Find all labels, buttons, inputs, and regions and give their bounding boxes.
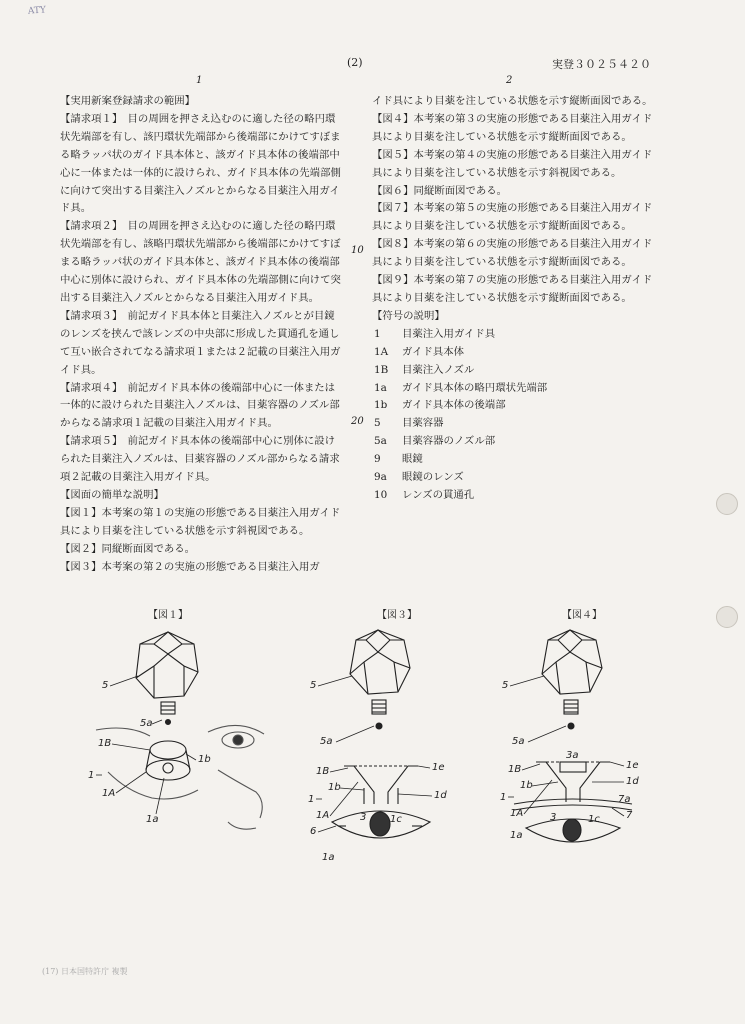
symbol-row: 1B 目薬注入ノズル [374, 363, 475, 376]
right-column-number: 2 [506, 75, 513, 86]
fig8-description: 【図８】本考案の第６の実施の形態である目薬注入用ガイド具により目薬を注している状態を示す縦断面図である。 [372, 238, 653, 269]
fig1-label-1b: 1b [198, 754, 211, 765]
symbol-row: 1 目薬注入用ガイド具 [374, 327, 496, 340]
fig3-label-3: 3 [360, 812, 367, 823]
symbol-row: 1b ガイド具本体の後端部 [374, 399, 506, 412]
claim-5: 【請求項５】 前記ガイド具本体の後端部中心に別体に設けられた目薬注入ノズルは、目薬容器のノズル部からなる請求項２記載の目薬注入用ガイド具。 [60, 435, 340, 484]
fig4-label-5a: 5a [512, 736, 525, 747]
eyedrop-bottle-icon [542, 630, 602, 694]
fig3-label-1B: 1B [316, 766, 330, 777]
eyedrop-bottle-icon [136, 632, 198, 698]
claim-4: 【請求項４】 前記ガイド具本体の後端部中心に一体または一体的に設けられた目薬注入ノズルは、目薬容器のノズル部からなる請求項１記載の目薬注入用ガイド具。 [60, 381, 340, 430]
fig4-label-1e: 1e [626, 760, 639, 771]
fig3-drawing [308, 622, 468, 872]
fig3-label-1: 1 [308, 794, 315, 805]
document-number: 実登３０２５４２０ [552, 58, 651, 71]
eyeball-section-icon [332, 811, 430, 838]
page-number: (2) [347, 56, 363, 69]
fig1-label-5a: 5a [140, 718, 153, 729]
fig1-label-5: 5 [102, 680, 109, 691]
punch-hole-lower [716, 606, 738, 628]
line-marker-20: 20 [351, 416, 364, 427]
fig9-description: 【図９】本考案の第７の実施の形態である目薬注入用ガイド具により目薬を注している状態を示す縦断面図である。 [372, 274, 653, 304]
nozzle-icon [161, 702, 175, 725]
symbol-row: 5 目薬容器 [374, 417, 444, 430]
fig1-description: 【図１】本考案の第１の実施の形態である目薬注入用ガイド具により目薬を注している状態を示す斜視図である。 [60, 506, 341, 537]
claim-1: 【請求項１】 目の周囲を押さえ込むのに適した径の略円環状先端部を有し、該円環状先端部から後端部にかけてすぼまる略ラッパ状のガイド具本体と、該ガイド具本体の後端部中心に一体または一体的に設けられ、ガイド具本体の先端部側に向けて突出する目薬注入ノズルとからなる目薬注入用ガイド具。 [60, 112, 341, 215]
fig4-label-5: 5 [502, 680, 509, 691]
scan-handwritten-mark: ATY [27, 5, 47, 17]
symbol-row: 1a ガイド具本体の略円環状先端部 [374, 381, 548, 394]
symbol-row: 9 眼鏡 [374, 453, 423, 466]
left-column-number: 1 [196, 75, 203, 86]
fig4-drawing [500, 622, 660, 872]
fig7-description: 【図７】本考案の第５の実施の形態である目薬注入用ガイド具により目薬を注している状態を示す縦断面図である。 [372, 202, 653, 233]
fig3-label-1c: 1c [390, 814, 402, 825]
line-marker-10: 10 [351, 245, 364, 256]
footer-faint-text: (17) 日本国特許庁 複製 [42, 967, 128, 976]
claims-heading: 【実用新案登録請求の範囲】 [60, 95, 196, 107]
fig4-label-1c: 1c [588, 814, 600, 825]
fig3-label-1b: 1b [328, 782, 341, 793]
fig4-label-1: 1 [500, 792, 507, 803]
fig1-label-1a: 1a [146, 814, 159, 825]
fig3-label-5a: 5a [320, 736, 333, 747]
fig4-description: 【図４】本考案の第３の実施の形態である目薬注入用ガイド具により目薬を注している状態を示す縦断面図である。 [372, 112, 653, 143]
fig4-label: 【図４】 [562, 610, 602, 621]
symbol-row: 10 レンズの貫通孔 [374, 488, 475, 501]
fig4-label-7: 7 [626, 810, 633, 821]
fig3-label: 【図３】 [377, 610, 417, 621]
eyeball-section-icon [526, 819, 620, 842]
fig4-label-3: 3 [550, 812, 557, 823]
fig4-label-1A: 1A [510, 808, 524, 819]
symbol-row: 5a 目薬容器のノズル部 [374, 435, 496, 448]
nozzle-icon [564, 700, 578, 729]
fig3-label-1e: 1e [432, 762, 445, 773]
fig3-label-1a: 1a [322, 852, 335, 863]
fig3-label-6: 6 [310, 826, 317, 837]
fig4-label-1b: 1b [520, 780, 533, 791]
claim-3: 【請求項３】 前記ガイド具本体と目薬注入ノズルとが目鏡のレンズを挟んで該レンズの中央部に形成した貫通孔を通して互い嵌合されてなる請求項１または２記載の目薬注入用ガイド具。 [60, 309, 341, 376]
left-column [60, 93, 342, 576]
eyedrop-bottle-icon [350, 630, 410, 694]
fig1-drawing [88, 622, 298, 862]
fig4-label-1a: 1a [510, 830, 523, 841]
fig4-label-1d: 1d [626, 776, 639, 787]
fig3-description: 【図３】本考案の第２の実施の形態である目薬注入用ガ [60, 560, 320, 573]
fig1-label: 【図１】 [148, 610, 188, 621]
fig1-label-1A: 1A [102, 788, 116, 799]
symbol-list [372, 326, 656, 505]
symbol-row: 9a 眼鏡のレンズ [374, 471, 464, 484]
fig1-label-1: 1 [88, 770, 95, 781]
fig3-description-cont: イド具により目薬を注している状態を示す縦断面図である。 [372, 95, 653, 107]
drawings-heading: 【図面の簡単な説明】 [60, 488, 164, 501]
fig3-label-1A: 1A [316, 810, 330, 821]
face-outline [96, 725, 264, 829]
fig4-label-3a: 3a [566, 750, 579, 761]
fig6-description: 【図６】同縦断面図である。 [372, 184, 508, 197]
right-column [372, 93, 656, 505]
claim-2: 【請求項２】 目の周囲を押さえ込むのに適した径の略円環状先端部を有し、該略円環状先端部から後端部にかけてすぼまる略ラッパ状のガイド具本体と、該ガイド具本体の後端部中心に別体に設けられ、ガイド具本体の先端部側に向けて突出する目薬注入ノズルとからなる目薬注入用ガイド具。 [60, 220, 341, 304]
fig5-description: 【図５】本考案の第４の実施の形態である目薬注入用ガイド具により目薬を注している状態を示す斜視図である。 [372, 148, 653, 179]
nozzle-icon [372, 700, 386, 729]
symbol-row: 1A ガイド具本体 [374, 345, 465, 358]
fig3-label-5: 5 [310, 680, 317, 691]
punch-hole-upper [716, 493, 738, 515]
fig4-label-1B: 1B [508, 764, 522, 775]
fig2-description: 【図２】同縦断面図である。 [60, 542, 196, 555]
fig1-label-1B: 1B [98, 738, 112, 749]
guide-funnel-icon [146, 741, 190, 780]
fig3-label-1d: 1d [434, 790, 447, 801]
symbols-heading: 【符号の説明】 [372, 309, 445, 322]
fig4-label-7a: 7a [618, 794, 631, 805]
